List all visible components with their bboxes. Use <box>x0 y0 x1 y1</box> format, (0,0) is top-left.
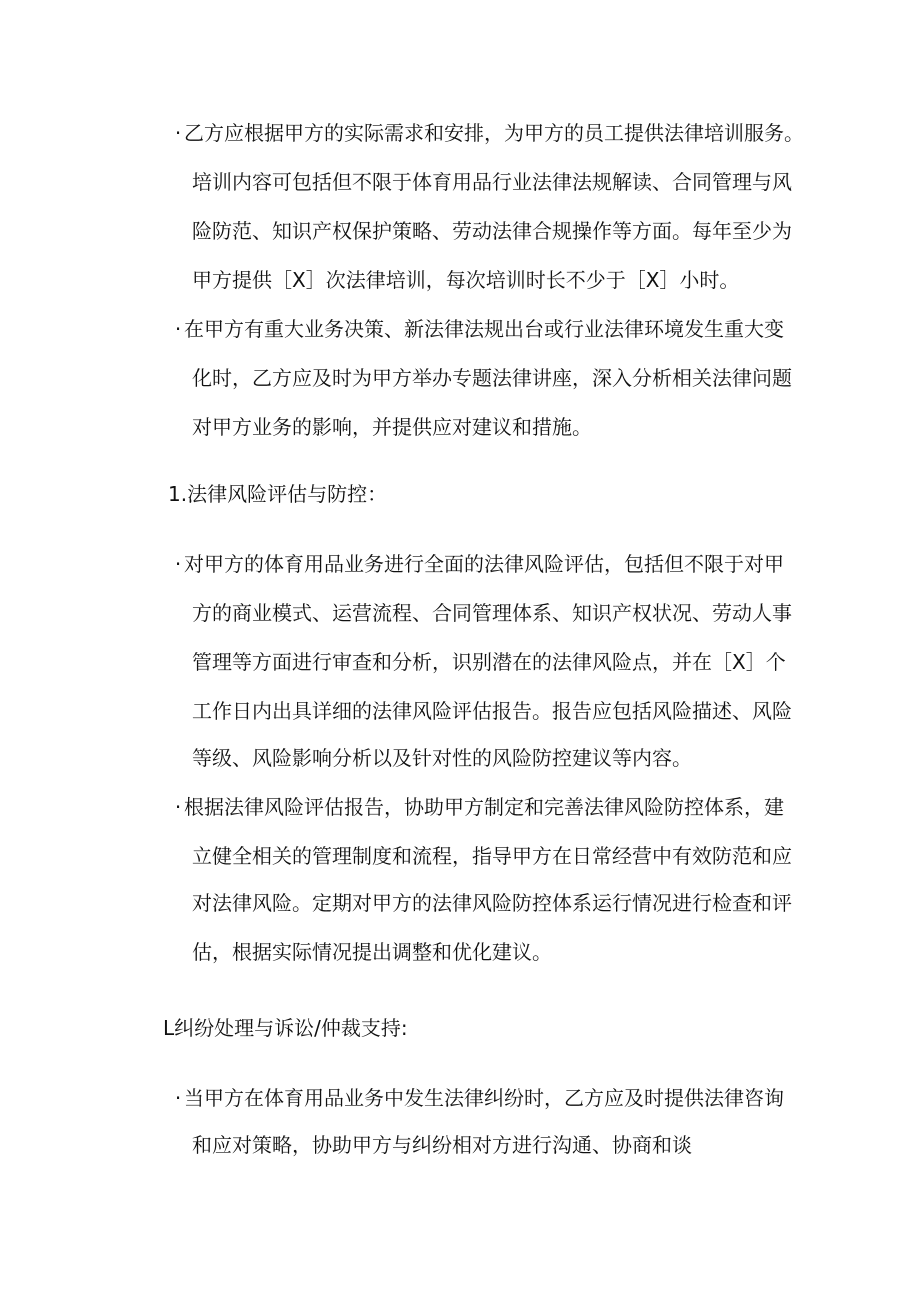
paragraph-line: 工作日内出具详细的法律风险评估报告。报告应包括风险描述、风险 <box>192 699 792 723</box>
paragraph-line: 险防范、知识产权保护策略、劳动法律合规操作等方面。每年至少为 <box>192 219 792 243</box>
bullet-marker: · <box>174 317 182 341</box>
paragraph-text: 根据法律风险评估报告，协助甲方制定和完善法律风险防控体系，建 <box>184 795 784 819</box>
bullet-marker: · <box>174 121 182 145</box>
bullet-marker: · <box>174 552 182 576</box>
paragraph-text: 当甲方在体育用品业务中发生法律纠纷时，乙方应及时提供法律咨询 <box>184 1086 784 1110</box>
paragraph-text: 乙方应根据甲方的实际需求和安排，为甲方的员工提供法律培训服务。 <box>184 121 804 145</box>
paragraph-line: 方的商业模式、运营流程、合同管理体系、知识产权状况、劳动人事 <box>192 601 792 625</box>
bullet-line <box>172 551 784 577</box>
paragraph-text: 在甲方有重大业务决策、新法律法规出台或行业法律环境发生重大变 <box>184 317 784 341</box>
section-heading: L纠纷处理与诉讼/仲裁支持: <box>163 1016 408 1040</box>
bullet-marker: · <box>174 1086 182 1110</box>
paragraph-line: 等级、风险影响分析以及针对性的风险防控建议等内容。 <box>192 746 692 770</box>
bullet-line <box>172 1085 784 1111</box>
paragraph-text: 对甲方的体育用品业务进行全面的法律风险评估，包括但不限于对甲 <box>184 552 784 576</box>
bullet-line <box>172 794 784 820</box>
paragraph-line: 培训内容可包括但不限于体育用品行业法律法规解读、合同管理与风 <box>192 170 792 194</box>
paragraph-line: 立健全相关的管理制度和流程，指导甲方在日常经营中有效防范和应 <box>192 844 792 868</box>
bullet-line <box>172 120 804 146</box>
bullet-marker: · <box>174 795 182 819</box>
paragraph-line: 对甲方业务的影响，并提供应对建议和措施。 <box>192 415 592 439</box>
section-heading: 1.法律风险评估与防控： <box>168 482 388 506</box>
paragraph-line: 甲方提供［X］次法律培训，每次培训时长不少于［X］小时。 <box>192 268 740 292</box>
paragraph-line: 对法律风险。定期对甲方的法律风险防控体系运行情况进行检查和评 <box>192 891 792 915</box>
paragraph-line: 管理等方面进行审查和分析，识别潜在的法律风险点，并在［X］个 <box>192 650 786 674</box>
paragraph-line: 和应对策略，协助甲方与纠纷相对方进行沟通、协商和谈 <box>192 1133 692 1157</box>
bullet-line <box>172 316 784 342</box>
paragraph-line: 估，根据实际情况提出调整和优化建议。 <box>192 940 552 964</box>
paragraph-line: 化时，乙方应及时为甲方举办专题法律讲座，深入分析相关法律问题 <box>192 366 792 390</box>
